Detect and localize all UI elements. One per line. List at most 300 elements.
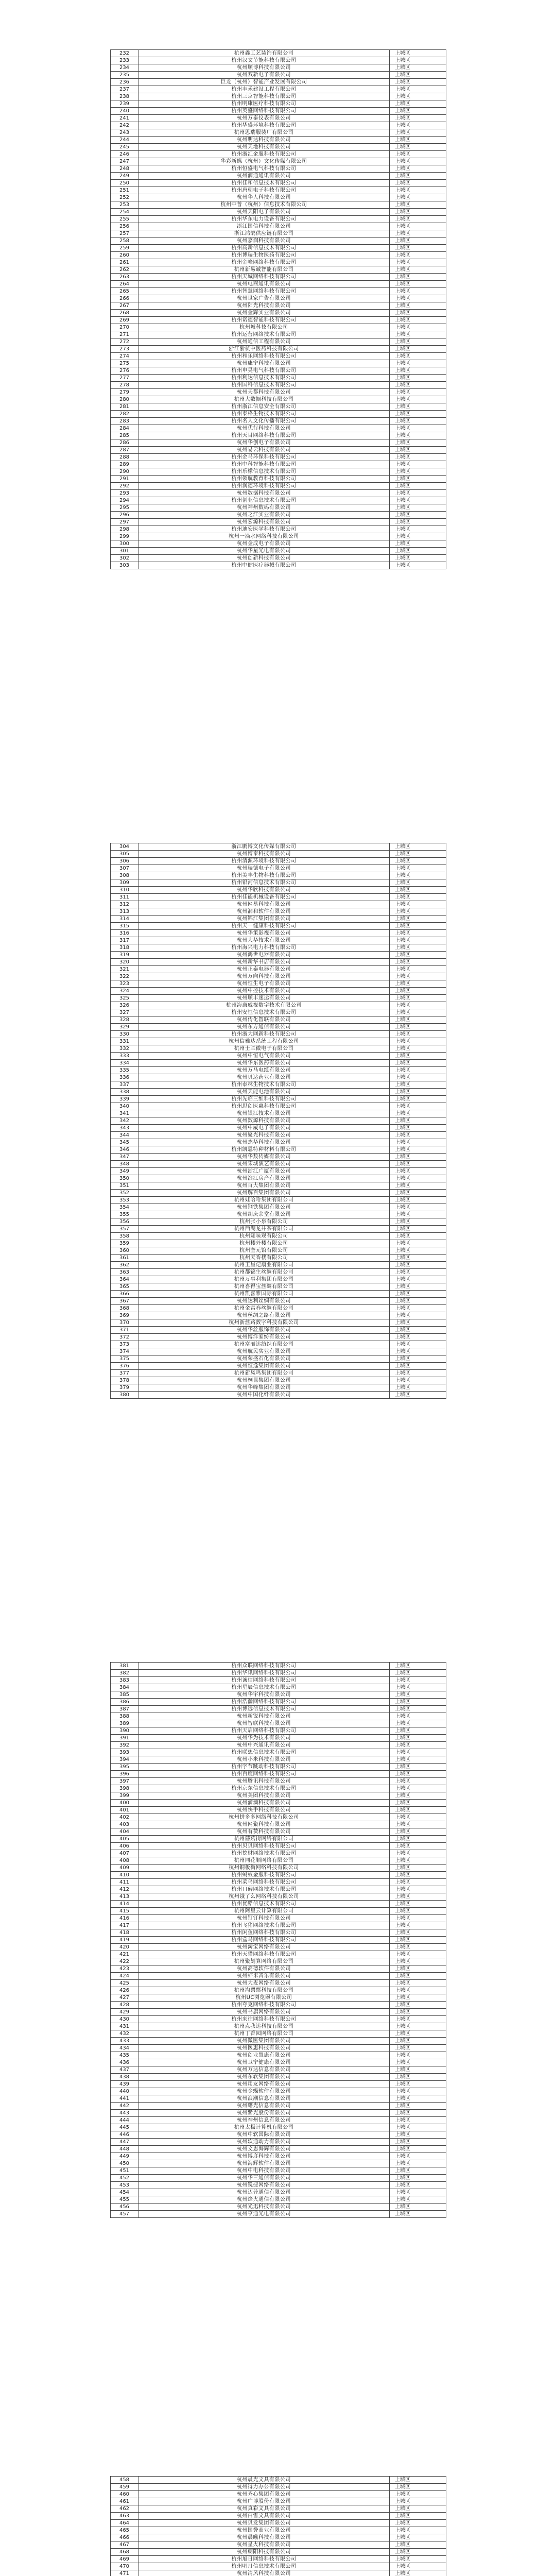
district: 上城区 bbox=[390, 2563, 446, 2570]
company-name: 杭州博彦科技有限公司 bbox=[138, 2153, 390, 2160]
company-name: 杭州新华书店有限公司 bbox=[138, 959, 390, 966]
district: 上城区 bbox=[390, 2196, 446, 2204]
table-row bbox=[111, 2016, 446, 2023]
company-name: 杭州凯喜雅国际有限公司 bbox=[138, 1291, 390, 1298]
company-name: 杭州饿了么网络科技有限公司 bbox=[138, 1893, 390, 1901]
table-row bbox=[111, 1973, 446, 1980]
row-number: 400 bbox=[111, 1800, 138, 1807]
district: 上城区 bbox=[390, 1305, 446, 1312]
district: 上城区 bbox=[390, 1727, 446, 1735]
district: 上城区 bbox=[390, 2520, 446, 2527]
row-number: 338 bbox=[111, 1089, 138, 1096]
row-number: 348 bbox=[111, 1161, 138, 1168]
company-name: 杭州中控技术有限公司 bbox=[138, 988, 390, 995]
company-name: 杭州杰华科技有限公司 bbox=[138, 1139, 390, 1146]
company-name: 杭州思创医惠科技有限公司 bbox=[138, 1103, 390, 1110]
company-name: 杭州数据科技有限公司 bbox=[138, 490, 390, 497]
district: 上城区 bbox=[390, 1074, 446, 1081]
company-table bbox=[110, 49, 446, 569]
company-name: 杭州口碑网络技术有限公司 bbox=[138, 1886, 390, 1893]
company-name: 杭州智联科技有限公司 bbox=[138, 1720, 390, 1727]
company-name: 杭州一滴水网络科技有限公司 bbox=[138, 533, 390, 540]
table-row bbox=[111, 165, 446, 173]
district: 上城区 bbox=[390, 129, 446, 137]
company-name: 杭州中软国际有限公司 bbox=[138, 2131, 390, 2139]
row-number: 261 bbox=[111, 259, 138, 266]
table-row bbox=[111, 115, 446, 122]
company-name: 杭州用友网络有限公司 bbox=[138, 2081, 390, 2088]
table-row bbox=[111, 1663, 446, 1670]
table-row bbox=[111, 1016, 446, 1024]
company-name: 杭州华星光电有限公司 bbox=[138, 548, 390, 555]
table-row bbox=[111, 1327, 446, 1334]
company-name: 杭州广博股份有限公司 bbox=[138, 2498, 390, 2505]
district: 上城区 bbox=[390, 2160, 446, 2167]
district: 上城区 bbox=[390, 144, 446, 151]
row-number: 308 bbox=[111, 872, 138, 879]
district: 上城区 bbox=[390, 2189, 446, 2196]
company-name: 杭州华欣科技有限公司 bbox=[138, 887, 390, 894]
district: 上城区 bbox=[390, 1843, 446, 1850]
district: 上城区 bbox=[390, 346, 446, 353]
district: 上城区 bbox=[390, 476, 446, 483]
district: 上城区 bbox=[390, 310, 446, 317]
row-number: 305 bbox=[111, 851, 138, 858]
district: 上城区 bbox=[390, 2124, 446, 2131]
table-row bbox=[111, 930, 446, 937]
company-name: 杭州名人文化传播有限公司 bbox=[138, 418, 390, 425]
district: 上城区 bbox=[390, 79, 446, 86]
table-row bbox=[111, 2204, 446, 2211]
row-number: 424 bbox=[111, 1973, 138, 1980]
company-name: 杭州金辉实业有限公司 bbox=[138, 310, 390, 317]
table-row bbox=[111, 2139, 446, 2146]
company-name: 杭州新凤鸣集团有限公司 bbox=[138, 1370, 390, 1377]
company-name: 杭州银江技术有限公司 bbox=[138, 1110, 390, 1117]
row-number: 464 bbox=[111, 2520, 138, 2527]
table-row bbox=[111, 548, 446, 555]
company-table bbox=[110, 843, 446, 1399]
company-name: 杭州博瑞生物医药有限公司 bbox=[138, 252, 390, 259]
table-row bbox=[111, 1872, 446, 1879]
row-number: 282 bbox=[111, 411, 138, 418]
company-name: 杭州正泰电器有限公司 bbox=[138, 966, 390, 973]
table-row bbox=[111, 2066, 446, 2074]
table-row bbox=[111, 2167, 446, 2175]
district: 上城区 bbox=[390, 1670, 446, 1677]
row-number: 437 bbox=[111, 2066, 138, 2074]
table-row bbox=[111, 526, 446, 533]
district: 上城区 bbox=[390, 2146, 446, 2153]
company-name: 杭州和乐网络科技有限公司 bbox=[138, 353, 390, 360]
district: 上城区 bbox=[390, 2211, 446, 2218]
row-number: 432 bbox=[111, 2030, 138, 2038]
company-name: 杭州中普（杭州）信息技术有限公司 bbox=[138, 201, 390, 209]
table-row bbox=[111, 425, 446, 432]
district: 上城区 bbox=[390, 2038, 446, 2045]
district: 上城区 bbox=[390, 980, 446, 988]
row-number: 425 bbox=[111, 1980, 138, 1987]
table-row bbox=[111, 360, 446, 367]
district: 上城区 bbox=[390, 2045, 446, 2052]
company-name: 杭州聚光科技有限公司 bbox=[138, 1132, 390, 1139]
company-name: 杭州博远信息技术有限公司 bbox=[138, 1706, 390, 1713]
table-row bbox=[111, 2527, 446, 2534]
company-name: 杭州之江实业有限公司 bbox=[138, 512, 390, 519]
row-number: 436 bbox=[111, 2059, 138, 2066]
company-name: 杭州UC浏览器有限公司 bbox=[138, 1994, 390, 2002]
company-name: 杭州英盛网络科技有限公司 bbox=[138, 108, 390, 115]
district: 上城区 bbox=[390, 1742, 446, 1749]
row-number: 418 bbox=[111, 1929, 138, 1937]
company-name: 杭州华讯网络科技有限公司 bbox=[138, 1670, 390, 1677]
company-name: 杭州朝阳科技有限公司 bbox=[138, 2549, 390, 2556]
company-name: 杭州丝绸之路有限公司 bbox=[138, 1312, 390, 1319]
table-row bbox=[111, 201, 446, 209]
district: 上城区 bbox=[390, 548, 446, 555]
district: 上城区 bbox=[390, 1720, 446, 1727]
district: 上城区 bbox=[390, 238, 446, 245]
row-number: 390 bbox=[111, 1727, 138, 1735]
row-number: 450 bbox=[111, 2160, 138, 2167]
row-number: 355 bbox=[111, 1211, 138, 1218]
table-row bbox=[111, 1756, 446, 1764]
company-name: 杭州书旗网络有限公司 bbox=[138, 2009, 390, 2016]
district: 上城区 bbox=[390, 403, 446, 411]
company-name: 杭州城科技有限公司 bbox=[138, 324, 390, 331]
district: 上城区 bbox=[390, 2023, 446, 2030]
table-row bbox=[111, 973, 446, 980]
company-name: 杭州金成电子有限公司 bbox=[138, 540, 390, 548]
district: 上城区 bbox=[390, 187, 446, 194]
row-number: 468 bbox=[111, 2549, 138, 2556]
row-number: 315 bbox=[111, 923, 138, 930]
table-row bbox=[111, 1370, 446, 1377]
table-row bbox=[111, 194, 446, 201]
company-name: 杭州蘑菇街网络有限公司 bbox=[138, 1836, 390, 1843]
district: 上城区 bbox=[390, 158, 446, 165]
company-name: 浙江鹏博文化传媒有限公司 bbox=[138, 843, 390, 851]
row-number: 260 bbox=[111, 252, 138, 259]
company-name: 杭州闲鱼网络科技有限公司 bbox=[138, 1929, 390, 1937]
row-number: 388 bbox=[111, 1713, 138, 1720]
district: 上城区 bbox=[390, 562, 446, 569]
district: 上城区 bbox=[390, 64, 446, 72]
company-name: 杭州润德环境科技有限公司 bbox=[138, 483, 390, 490]
table-row bbox=[111, 1002, 446, 1009]
row-number: 329 bbox=[111, 1024, 138, 1031]
row-number: 449 bbox=[111, 2153, 138, 2160]
row-number: 419 bbox=[111, 1937, 138, 1944]
row-number: 273 bbox=[111, 346, 138, 353]
table-row bbox=[111, 1994, 446, 2002]
row-number: 339 bbox=[111, 1096, 138, 1103]
table-row bbox=[111, 2491, 446, 2498]
row-number: 379 bbox=[111, 1384, 138, 1392]
district: 上城区 bbox=[390, 1175, 446, 1182]
table-row bbox=[111, 1879, 446, 1886]
row-number: 277 bbox=[111, 375, 138, 382]
district: 上城区 bbox=[390, 1944, 446, 1951]
table-row bbox=[111, 1211, 446, 1218]
district: 上城区 bbox=[390, 1392, 446, 1399]
table-row bbox=[111, 2570, 446, 2576]
company-name: 杭州海兴电力科技有限公司 bbox=[138, 944, 390, 952]
table-row bbox=[111, 2103, 446, 2110]
table-row bbox=[111, 497, 446, 504]
district: 上城区 bbox=[390, 2052, 446, 2059]
row-number: 412 bbox=[111, 1886, 138, 1893]
table-row bbox=[111, 1089, 446, 1096]
company-name: 杭州挖财网络技术有限公司 bbox=[138, 1850, 390, 1857]
district: 上城区 bbox=[390, 1384, 446, 1392]
company-name: 杭州利达信息技术有限公司 bbox=[138, 375, 390, 382]
company-name: 杭州贝贝网络科技有限公司 bbox=[138, 1843, 390, 1850]
table-row bbox=[111, 1283, 446, 1291]
company-name: 杭州中恒电气有限公司 bbox=[138, 1053, 390, 1060]
row-number: 376 bbox=[111, 1363, 138, 1370]
row-number: 318 bbox=[111, 944, 138, 952]
table-row bbox=[111, 1836, 446, 1843]
row-number: 235 bbox=[111, 72, 138, 79]
district: 上城区 bbox=[390, 2016, 446, 2023]
district: 上城区 bbox=[390, 1024, 446, 1031]
row-number: 447 bbox=[111, 2139, 138, 2146]
table-row bbox=[111, 1363, 446, 1370]
district: 上城区 bbox=[390, 1291, 446, 1298]
table-row bbox=[111, 2023, 446, 2030]
district: 上城区 bbox=[390, 2175, 446, 2182]
company-name: 杭州淘宝网络有限公司 bbox=[138, 1944, 390, 1951]
row-number: 396 bbox=[111, 1771, 138, 1778]
table-row bbox=[111, 432, 446, 439]
district: 上城区 bbox=[390, 1081, 446, 1089]
company-name: 杭州阳光科技有限公司 bbox=[138, 302, 390, 310]
district: 上城区 bbox=[390, 1298, 446, 1305]
district: 上城区 bbox=[390, 411, 446, 418]
table-row bbox=[111, 2131, 446, 2139]
company-name: 杭州国誉商业有限公司 bbox=[138, 2527, 390, 2534]
company-name: 浙江鸿鹄供应链有限公司 bbox=[138, 230, 390, 238]
district: 上城区 bbox=[390, 966, 446, 973]
table-row bbox=[111, 1117, 446, 1125]
row-number: 434 bbox=[111, 2045, 138, 2052]
table-row bbox=[111, 57, 446, 64]
district: 上城区 bbox=[390, 995, 446, 1002]
company-name: 杭州太极计算机有限公司 bbox=[138, 2124, 390, 2131]
company-name: 杭州滨江房产有限公司 bbox=[138, 1175, 390, 1182]
district: 上城区 bbox=[390, 1699, 446, 1706]
table-row bbox=[111, 1713, 446, 1720]
district: 上城区 bbox=[390, 324, 446, 331]
table-row bbox=[111, 1197, 446, 1204]
company-name: 杭州中健医疗器械有限公司 bbox=[138, 562, 390, 569]
row-number: 291 bbox=[111, 476, 138, 483]
district: 上城区 bbox=[390, 1060, 446, 1067]
company-name: 杭州新易诚智能有限公司 bbox=[138, 266, 390, 274]
row-number: 386 bbox=[111, 1699, 138, 1706]
company-name: 杭州虾米音乐有限公司 bbox=[138, 1973, 390, 1980]
row-number: 312 bbox=[111, 901, 138, 908]
company-name: 杭州东软集团有限公司 bbox=[138, 2074, 390, 2081]
district: 上城区 bbox=[390, 1067, 446, 1074]
district: 上城区 bbox=[390, 937, 446, 944]
table-row bbox=[111, 1009, 446, 1016]
row-number: 294 bbox=[111, 497, 138, 504]
company-table bbox=[110, 2476, 446, 2576]
company-name: 杭州网易科技有限公司 bbox=[138, 901, 390, 908]
company-name: 杭州天能电池有限公司 bbox=[138, 1089, 390, 1096]
district: 上城区 bbox=[390, 209, 446, 216]
district: 上城区 bbox=[390, 389, 446, 396]
table-row bbox=[111, 1024, 446, 1031]
row-number: 311 bbox=[111, 894, 138, 901]
row-number: 306 bbox=[111, 858, 138, 865]
table-row bbox=[111, 1348, 446, 1355]
company-name: 杭州泰格生物技术有限公司 bbox=[138, 411, 390, 418]
table-row bbox=[111, 1893, 446, 1901]
row-number: 423 bbox=[111, 1965, 138, 1973]
table-row bbox=[111, 2052, 446, 2059]
row-number: 346 bbox=[111, 1146, 138, 1154]
row-number: 385 bbox=[111, 1691, 138, 1699]
table-row bbox=[111, 144, 446, 151]
table-row bbox=[111, 504, 446, 512]
company-name: 杭州润通通讯有限公司 bbox=[138, 173, 390, 180]
company-name: 杭州明达科技有限公司 bbox=[138, 137, 390, 144]
district: 上城区 bbox=[390, 944, 446, 952]
table-row bbox=[111, 439, 446, 447]
company-name: 杭州楼外楼有限公司 bbox=[138, 1240, 390, 1247]
row-number: 285 bbox=[111, 432, 138, 439]
table-row bbox=[111, 1987, 446, 1994]
row-number: 337 bbox=[111, 1081, 138, 1089]
company-name: 杭州创新科技有限公司 bbox=[138, 555, 390, 562]
table-row bbox=[111, 447, 446, 454]
company-name: 杭州浙江广厦有限公司 bbox=[138, 1168, 390, 1175]
row-number: 362 bbox=[111, 1262, 138, 1269]
row-number: 406 bbox=[111, 1843, 138, 1850]
district: 上城区 bbox=[390, 1139, 446, 1146]
row-number: 380 bbox=[111, 1392, 138, 1399]
district: 上城区 bbox=[390, 375, 446, 382]
company-name: 杭州锐捷网络有限公司 bbox=[138, 2182, 390, 2189]
row-number: 310 bbox=[111, 887, 138, 894]
district: 上城区 bbox=[390, 1901, 446, 1908]
table-row bbox=[111, 843, 446, 851]
company-name: 杭州众联网络科技有限公司 bbox=[138, 1663, 390, 1670]
table-row bbox=[111, 555, 446, 562]
row-number: 397 bbox=[111, 1778, 138, 1785]
row-number: 299 bbox=[111, 533, 138, 540]
company-name: 杭州浙大网新科技有限公司 bbox=[138, 1031, 390, 1038]
district: 上城区 bbox=[390, 1103, 446, 1110]
district: 上城区 bbox=[390, 2513, 446, 2520]
row-number: 459 bbox=[111, 2484, 138, 2491]
company-name: 杭州亨通光电有限公司 bbox=[138, 2211, 390, 2218]
row-number: 252 bbox=[111, 194, 138, 201]
district: 上城区 bbox=[390, 872, 446, 879]
table-row bbox=[111, 1312, 446, 1319]
company-name: 杭州晨曦科技有限公司 bbox=[138, 2534, 390, 2541]
company-name: 杭州唐朝电子科技有限公司 bbox=[138, 187, 390, 194]
company-name: 杭州张小泉有限公司 bbox=[138, 1218, 390, 1226]
row-number: 428 bbox=[111, 2002, 138, 2009]
district: 上城区 bbox=[390, 1814, 446, 1821]
company-name: 杭州顺丰速运有限公司 bbox=[138, 995, 390, 1002]
row-number: 259 bbox=[111, 245, 138, 252]
table-row bbox=[111, 1958, 446, 1965]
district: 上城区 bbox=[390, 988, 446, 995]
company-name: 杭州传化智联有限公司 bbox=[138, 1016, 390, 1024]
company-name: 杭州创业信息技术有限公司 bbox=[138, 497, 390, 504]
row-number: 234 bbox=[111, 64, 138, 72]
table-row bbox=[111, 353, 446, 360]
row-number: 426 bbox=[111, 1987, 138, 1994]
district: 上城区 bbox=[390, 274, 446, 281]
company-name: 杭州医惠科技有限公司 bbox=[138, 2045, 390, 2052]
district: 上城区 bbox=[390, 288, 446, 295]
company-name: 杭州浪潮信息有限公司 bbox=[138, 2095, 390, 2103]
district: 上城区 bbox=[390, 1247, 446, 1255]
company-name: 杭州华宇科技有限公司 bbox=[138, 1691, 390, 1699]
row-number: 394 bbox=[111, 1756, 138, 1764]
district: 上城区 bbox=[390, 2074, 446, 2081]
company-name: 杭州恒逸集团有限公司 bbox=[138, 1363, 390, 1370]
company-name: 杭州天城网络科技有限公司 bbox=[138, 274, 390, 281]
table-row bbox=[111, 887, 446, 894]
row-number: 276 bbox=[111, 367, 138, 375]
company-name: 杭州高德软件有限公司 bbox=[138, 1965, 390, 1973]
table-row bbox=[111, 295, 446, 302]
company-name: 杭州星火科技有限公司 bbox=[138, 2541, 390, 2549]
district: 上城区 bbox=[390, 1002, 446, 1009]
row-number: 251 bbox=[111, 187, 138, 194]
company-name: 杭州凯恩特种材料有限公司 bbox=[138, 1146, 390, 1154]
company-name: 杭州天目网络科技有限公司 bbox=[138, 432, 390, 439]
district: 上城区 bbox=[390, 2088, 446, 2095]
row-number: 340 bbox=[111, 1103, 138, 1110]
row-number: 247 bbox=[111, 158, 138, 165]
company-name: 杭州阿里云计算有限公司 bbox=[138, 1908, 390, 1915]
table-row bbox=[111, 1843, 446, 1850]
company-name: 杭州京东信息技术有限公司 bbox=[138, 1785, 390, 1792]
company-name: 杭州钢铁集团有限公司 bbox=[138, 1204, 390, 1211]
district: 上城区 bbox=[390, 1262, 446, 1269]
table-row bbox=[111, 2556, 446, 2563]
table-row bbox=[111, 230, 446, 238]
district: 上城区 bbox=[390, 1211, 446, 1218]
district: 上城区 bbox=[390, 2009, 446, 2016]
table-row bbox=[111, 1168, 446, 1175]
company-name: 杭州大华技术有限公司 bbox=[138, 937, 390, 944]
row-number: 336 bbox=[111, 1074, 138, 1081]
row-number: 359 bbox=[111, 1240, 138, 1247]
company-name: 杭州大数据科技有限公司 bbox=[138, 396, 390, 403]
row-number: 298 bbox=[111, 526, 138, 533]
company-name: 杭州飞猪网络技术有限公司 bbox=[138, 1922, 390, 1929]
row-number: 345 bbox=[111, 1139, 138, 1146]
district: 上城区 bbox=[390, 230, 446, 238]
company-name: 杭州恒盛电气科技有限公司 bbox=[138, 165, 390, 173]
district: 上城区 bbox=[390, 1016, 446, 1024]
company-name: 杭州新锐科技有限公司 bbox=[138, 1713, 390, 1720]
company-name: 杭州菜鸟网络科技有限公司 bbox=[138, 1879, 390, 1886]
table-row bbox=[111, 1341, 446, 1348]
district: 上城区 bbox=[390, 425, 446, 432]
company-name: 杭州迈普通信有限公司 bbox=[138, 2189, 390, 2196]
row-number: 335 bbox=[111, 1067, 138, 1074]
